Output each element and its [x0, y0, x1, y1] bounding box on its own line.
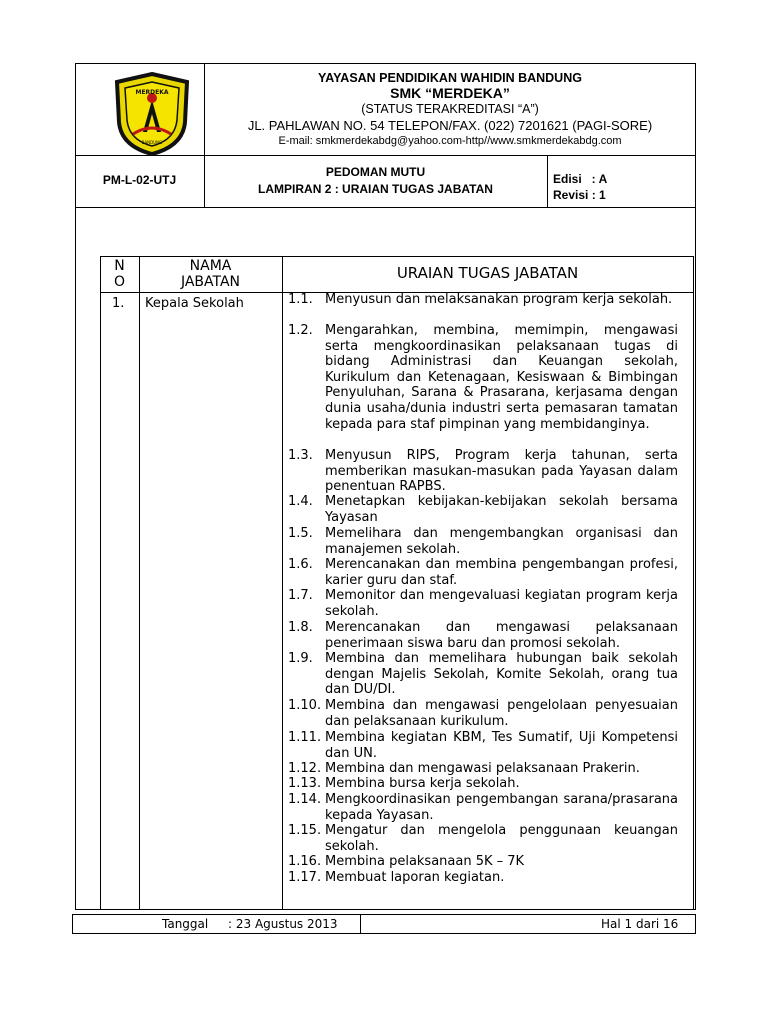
document-subtitle: LAMPIRAN 2 : URAIAN TUGAS JABATAN: [258, 182, 493, 196]
duty-number: 1.4.: [288, 494, 313, 509]
duty-text: Membina dan mengawasi pengelolaan penyesuaian dan pelaksanaan kurikulum.: [325, 698, 678, 729]
duty-number: 1.3.: [288, 448, 313, 463]
svg-text:BANDUNG: BANDUNG: [141, 140, 163, 145]
duty-number: 1.8.: [288, 620, 313, 635]
duty-item: [288, 823, 678, 854]
row-number: 1.: [112, 296, 125, 311]
foundation-name: YAYASAN PENDIDIKAN WAHIDIN BANDUNG: [318, 71, 582, 85]
duty-text: Membina bursa kerja sekolah.: [325, 776, 520, 791]
duty-number: 1.10.: [288, 698, 322, 713]
duty-text: Membuat laporan kegiatan.: [325, 870, 505, 885]
duty-item: [288, 323, 678, 432]
duty-text: Merencanakan dan mengawasi pelaksanaan penerimaan siswa baru dan promosi sekolah.: [325, 620, 678, 651]
duty-item: [288, 557, 678, 588]
duty-text: Membina pelaksanaan 5K – 7K: [325, 854, 525, 869]
header-no: N O: [113, 258, 126, 290]
duty-item: [288, 588, 678, 619]
duty-item: [288, 448, 678, 495]
duty-number: 1.12.: [288, 761, 322, 776]
edition: Edisi : A: [553, 172, 608, 186]
duty-item: [288, 651, 678, 698]
svg-text:MERDEKA: MERDEKA: [135, 89, 169, 96]
duty-number: 1.11.: [288, 730, 322, 745]
duty-item: [288, 792, 678, 823]
duty-number: 1.9.: [288, 651, 313, 666]
duty-number: 1.7.: [288, 588, 313, 603]
school-name: SMK “MERDEKA”: [390, 85, 510, 101]
duty-text: Memonitor dan mengevaluasi kegiatan program kerja sekolah.: [325, 588, 678, 619]
duty-item: [288, 526, 678, 557]
document-code: PM-L-02-UTJ: [102, 173, 177, 187]
duty-number: 1.1.: [288, 292, 313, 307]
revision: Revisi : 1: [553, 188, 606, 202]
duty-item: [288, 494, 678, 525]
header-duties: URAIAN TUGAS JABATAN: [396, 264, 579, 282]
duty-text: Mengkoordinasikan pengembangan sarana/prasarana kepada Yayasan.: [325, 792, 678, 823]
duty-text: Memelihara dan mengembangkan organisasi dan manajemen sekolah.: [325, 526, 678, 557]
duty-number: 1.14.: [288, 792, 322, 807]
duty-text: Menetapkan kebijakan-kebijakan sekolah bersama Yayasan: [325, 494, 678, 525]
duty-number: 1.6.: [288, 557, 313, 572]
duty-item: [288, 292, 678, 308]
row-position: Kepala Sekolah: [145, 296, 244, 311]
duty-item: [288, 776, 678, 792]
duty-text: Membina dan memelihara hubungan baik sekolah dengan Majelis Sekolah, Komite Sekolah, orang tua dan DU/DI.: [325, 651, 678, 698]
duty-text: Mengarahkan, membina, memimpin, mengawasi serta mengkoordinasikan pelaksanaan tugas di bidang Administrasi dan Keuangan sekolah, Kurikulum dan Ketenagaan, Kesiswaan & Bimbingan Penyuluhan, Sarana & Prasarana, kerjasama dengan dunia usaha/dunia industri serta pemasaran tamatan kepada para staf pimpinan yang membidanginya.: [325, 323, 678, 432]
duty-text: Membina dan mengawasi pelaksanaan Prakerin.: [325, 761, 640, 776]
duty-text: Menyusun dan melaksanakan program kerja sekolah.: [325, 292, 673, 307]
footer-date: : 23 Agustus 2013: [228, 917, 338, 931]
duty-number: 1.16.: [288, 854, 322, 869]
duty-number: 1.15.: [288, 823, 322, 838]
duty-number: 1.2.: [288, 323, 313, 338]
duty-text: Menyusun RIPS, Program kerja tahunan, serta memberikan masukan-masukan pada Yayasan dalam penentuan RAPBS.: [325, 448, 678, 495]
duty-item: [288, 698, 678, 729]
school-address: JL. PAHLAWAN NO. 54 TELEPON/FAX. (022) 7201621 (PAGI-SORE): [247, 118, 653, 133]
school-contact: E-mail: smkmerdekabdg@yahoo.com-http//www.smkmerdekabdg.com: [278, 135, 622, 147]
duty-item: [288, 620, 678, 651]
duty-number: 1.5.: [288, 526, 313, 541]
footer-date-label: Tanggal: [162, 917, 209, 931]
accreditation-status: (STATUS TERAKREDITASI “A”): [361, 102, 539, 116]
duty-item: [288, 870, 678, 886]
duty-text: Membina kegiatan KBM, Tes Sumatif, Uji Kompetensi dan UN.: [325, 730, 678, 761]
duty-number: 1.17.: [288, 870, 322, 885]
duty-item: [288, 761, 678, 777]
header-position: NAMA JABATAN: [180, 258, 241, 290]
footer-page: Hal 1 dari 16: [601, 917, 679, 931]
school-logo: [113, 72, 191, 156]
duty-number: 1.13.: [288, 776, 322, 791]
document-title: PEDOMAN MUTU: [325, 165, 426, 179]
duty-text: Merencanakan dan membina pengembangan profesi, karier guru dan staf.: [325, 557, 678, 588]
duty-item: [288, 854, 678, 870]
duty-text: Mengatur dan mengelola penggunaan keuangan sekolah.: [325, 823, 678, 854]
duty-item: [288, 730, 678, 761]
